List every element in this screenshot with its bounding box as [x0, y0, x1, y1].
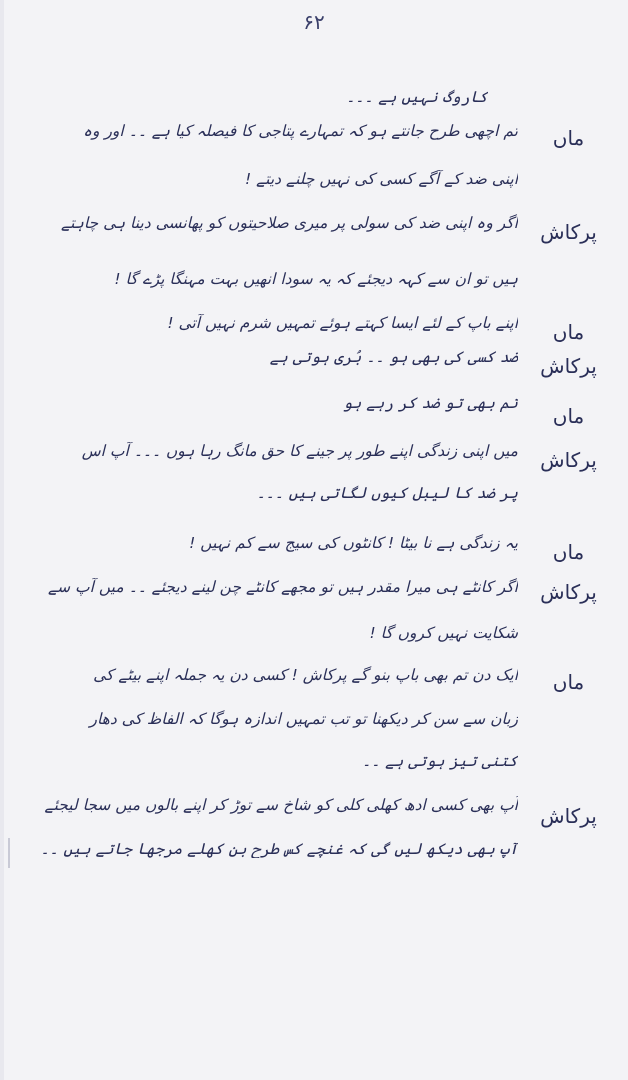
dialogue-text: تم بھی تو ضد کر رہے ہو [343, 394, 518, 412]
dialogue-text: ایک دن تم بھی باپ بنو گے پرکاش ! کسی دن یہ جملہ اپنے بیٹے کی [93, 666, 518, 684]
dialogue-text: اگر وہ اپنی ضد کی سولی پر میری صلاحیتوں کو پھانسی دینا ہی چاہتے [61, 214, 518, 232]
dialogue-text: یہ زندگی ہے نا بیٹا ! کانٹوں کی سیج سے کم نہیں ! [189, 534, 518, 552]
dialogue-text: کتنی تیز ہوتی ہے ۔۔ [362, 752, 518, 770]
dialogue-text: شکایت نہیں کروں گا ! [369, 624, 518, 642]
dialogue-text: کاروگ نہیں ہے ۔۔۔ [346, 88, 488, 106]
dialogue-text: ضد کسی کی بھی ہو ۔۔ بُری ہوتی ہے [269, 348, 518, 366]
speaker-label: ماں [552, 670, 585, 694]
dialogue-text: اپنے باپ کے لئے ایسا کہتے ہوئے تمہیں شرم نہیں آتی ! [167, 314, 518, 332]
dialogue-text: تم اچھی طرح جانتے ہو کہ تمہارے پتاجی کا فیصلہ کیا ہے ۔۔ اور وہ [82, 122, 518, 140]
margin-mark [8, 838, 10, 868]
page-edge-shadow [0, 0, 4, 1080]
dialogue-text: میں اپنی زندگی اپنے طور پر جینے کا حق مانگ رہا ہوں ۔۔۔ آپ اس [81, 442, 518, 460]
speaker-label: پرکاش [540, 354, 597, 378]
speaker-label: پرکاش [540, 220, 597, 244]
speaker-label: ماں [552, 320, 585, 344]
dialogue-text: اپنی ضد کے آگے کسی کی نہیں چلنے دیتے ! [244, 170, 518, 188]
speaker-label: پرکاش [540, 448, 597, 472]
speaker-label: پرکاش [540, 804, 597, 828]
dialogue-text: اگر کانٹے ہی میرا مقدر ہیں تو مجھے کانٹے چن لینے دیجئے ۔۔ میں آپ سے [48, 578, 518, 596]
dialogue-text: آپ بھی کسی ادھ کھلی کلی کو شاخ سے توڑ کر اپنے بالوں میں سجا لیجئے [44, 796, 518, 814]
dialogue-text: آپ بھی دیکھ لیں گی کہ غنچے کس طرح بن کھلے مرجھا جاتے ہیں ۔۔ [40, 840, 518, 858]
speaker-label: ماں [552, 404, 585, 428]
dialogue-text: زبان سے سن کر دیکھنا تو تب تمہیں اندازہ ہوگا کہ الفاظ کی دھار [89, 710, 518, 728]
dialogue-text: ہیں تو ان سے کہہ دیجئے کہ یہ سودا انھیں بہت مہنگا پڑے گا ! [114, 270, 518, 288]
dialogue-text: پر ضد کا لیبل کیوں لگاتی ہیں ۔۔۔ [256, 484, 518, 502]
speaker-label: ماں [552, 540, 585, 564]
speaker-label: پرکاش [540, 580, 597, 604]
page-number: ۶۲ [303, 10, 325, 34]
speaker-label: ماں [552, 126, 585, 150]
